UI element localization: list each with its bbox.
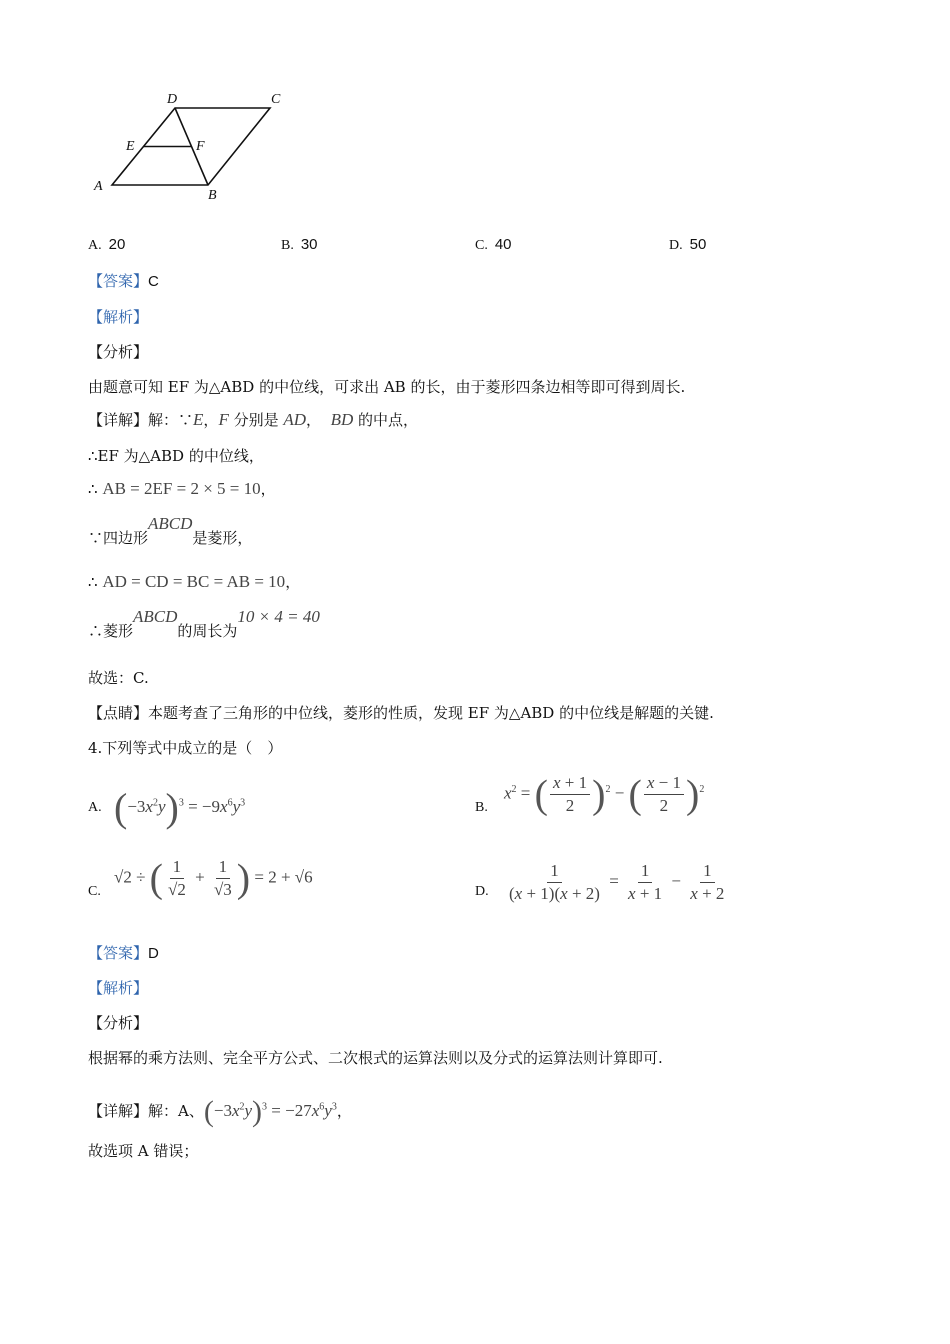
q3-line6 [88,607,320,641]
q4-fenxi-tag: 【分析】 [88,1014,149,1032]
q4-option-c-letter: C. [88,884,101,899]
q4-option-a-letter: A. [88,800,102,815]
therefore: ∴ [88,480,103,498]
detail-tag: 【详解】 [88,411,149,429]
detail-tag: 【详解】 [88,1101,149,1120]
q3-option-c [475,236,512,254]
q4-option-d-formula: $\frac{1}{(x + 1)(x + 2)}$ = $\frac{1}{x + 1}$ − $\frac{1}{x + 2}$ [509,861,725,903]
q4-analysis-tag: 【解析】 [88,979,149,997]
math-abcd: ABCD [148,514,193,533]
comma: ， [306,411,322,429]
option-value: 50 [689,236,707,253]
line4-suffix: 是菱形， [192,529,253,547]
answer-value: D [148,945,159,962]
answer-tag: 【答案】 [88,944,149,962]
math-bd: BD [330,410,354,429]
q3-fenxi-text: 由题意可知 EF 为△ABD 的中位线，可求出 AB 的长，由于菱形四条边相等即可得到周长. [88,378,686,396]
math-ab-eq: AB = 2EF = 2 × 5 = 10 [102,479,261,498]
detail-prefix: 解：∵ [148,411,194,429]
q3-line4 [88,514,253,548]
q3-comment [88,703,714,723]
math-ad: AD [283,410,307,429]
q3-detail-line1 [88,410,418,430]
q4-answer [88,943,159,964]
because: ∵四边形 [88,529,149,547]
option-value: 30 [300,236,318,253]
q3-option-b [281,236,318,254]
comma: ， [285,573,301,591]
math-perimeter: 10 × 4 = 40 [237,607,320,626]
option-letter: C. [475,238,488,253]
comma: ， [203,411,219,429]
q3-line2: ∴EF 为△ABD 的中位线， [88,447,264,465]
label-e: E [126,139,135,154]
therefore: ∴菱形 [88,622,134,640]
line6-mid: 的周长为 [177,622,238,640]
q4-stem: 4.下列等式中成立的是（ ） [88,739,283,757]
q3-answer [88,271,159,292]
q4-option-b-formula: $x^2$ = ( $\frac{x + 1}{2}$ )$^2$ − ( $\frac{x - 1}{2}$ )$^2$ [504,771,705,817]
therefore: ∴ [88,573,103,591]
comma: ， [260,480,276,498]
q4-detail-line [88,1092,352,1132]
math-f: F [218,410,229,429]
q3-option-a [88,236,125,254]
q3-choose: 故选：C. [88,669,149,687]
math-e: E [193,410,204,429]
answer-value: C [148,273,159,290]
detail-prefix: 解：A、 [148,1101,204,1120]
q3-line5 [88,572,300,592]
q4-option-c-formula: √2 ÷ ( $\frac{1}{√2}$ + $\frac{1}{√3}$ ) = 2 + √6 [114,855,313,901]
q3-fenxi-tag: 【分析】 [88,343,149,361]
option-letter: B. [281,238,294,253]
q3-analysis-tag: 【解析】 [88,308,149,326]
q4-fenxi-text: 根据幂的乘方法则、完全平方公式、二次根式的运算法则以及分式的运算法则计算即可. [88,1049,663,1067]
rhombus-figure [90,86,290,206]
math-abcd: ABCD [133,607,178,626]
math-sides-eq: AD = CD = BC = AB = 10 [102,572,286,591]
q4-detail-formula: $(-3x^2y)^3 = -27x^6y^3$ [203,1095,337,1128]
q4-option-a-formula: $(-3x^2y)^3 = -9x^6y^3$ [114,785,246,830]
detail-mid: 分别是 [228,411,284,429]
comment-tag: 【点睛】 [88,704,149,722]
label-c: C [271,92,281,107]
detail-tail: 的中点， [353,411,419,429]
label-d: D [167,92,178,107]
label-a: A [94,179,103,194]
q4-wrong-a: 故选项 A 错误； [88,1142,199,1160]
q4-option-d-letter: D. [475,884,489,899]
option-letter: D. [669,238,683,253]
q4-option-b-letter: B. [475,800,488,815]
option-letter: A. [88,238,102,253]
q3-line3 [88,479,276,499]
option-value: 40 [494,236,512,253]
q3-option-d [669,236,706,254]
comment-text: 本题考查了三角形的中位线，菱形的性质，发现 EF 为△ABD 的中位线是解题的关键. [148,704,714,722]
label-b: B [208,188,217,203]
label-f: F [196,139,205,154]
option-value: 20 [108,236,126,253]
comma: ， [336,1101,352,1120]
answer-tag: 【答案】 [88,272,149,290]
